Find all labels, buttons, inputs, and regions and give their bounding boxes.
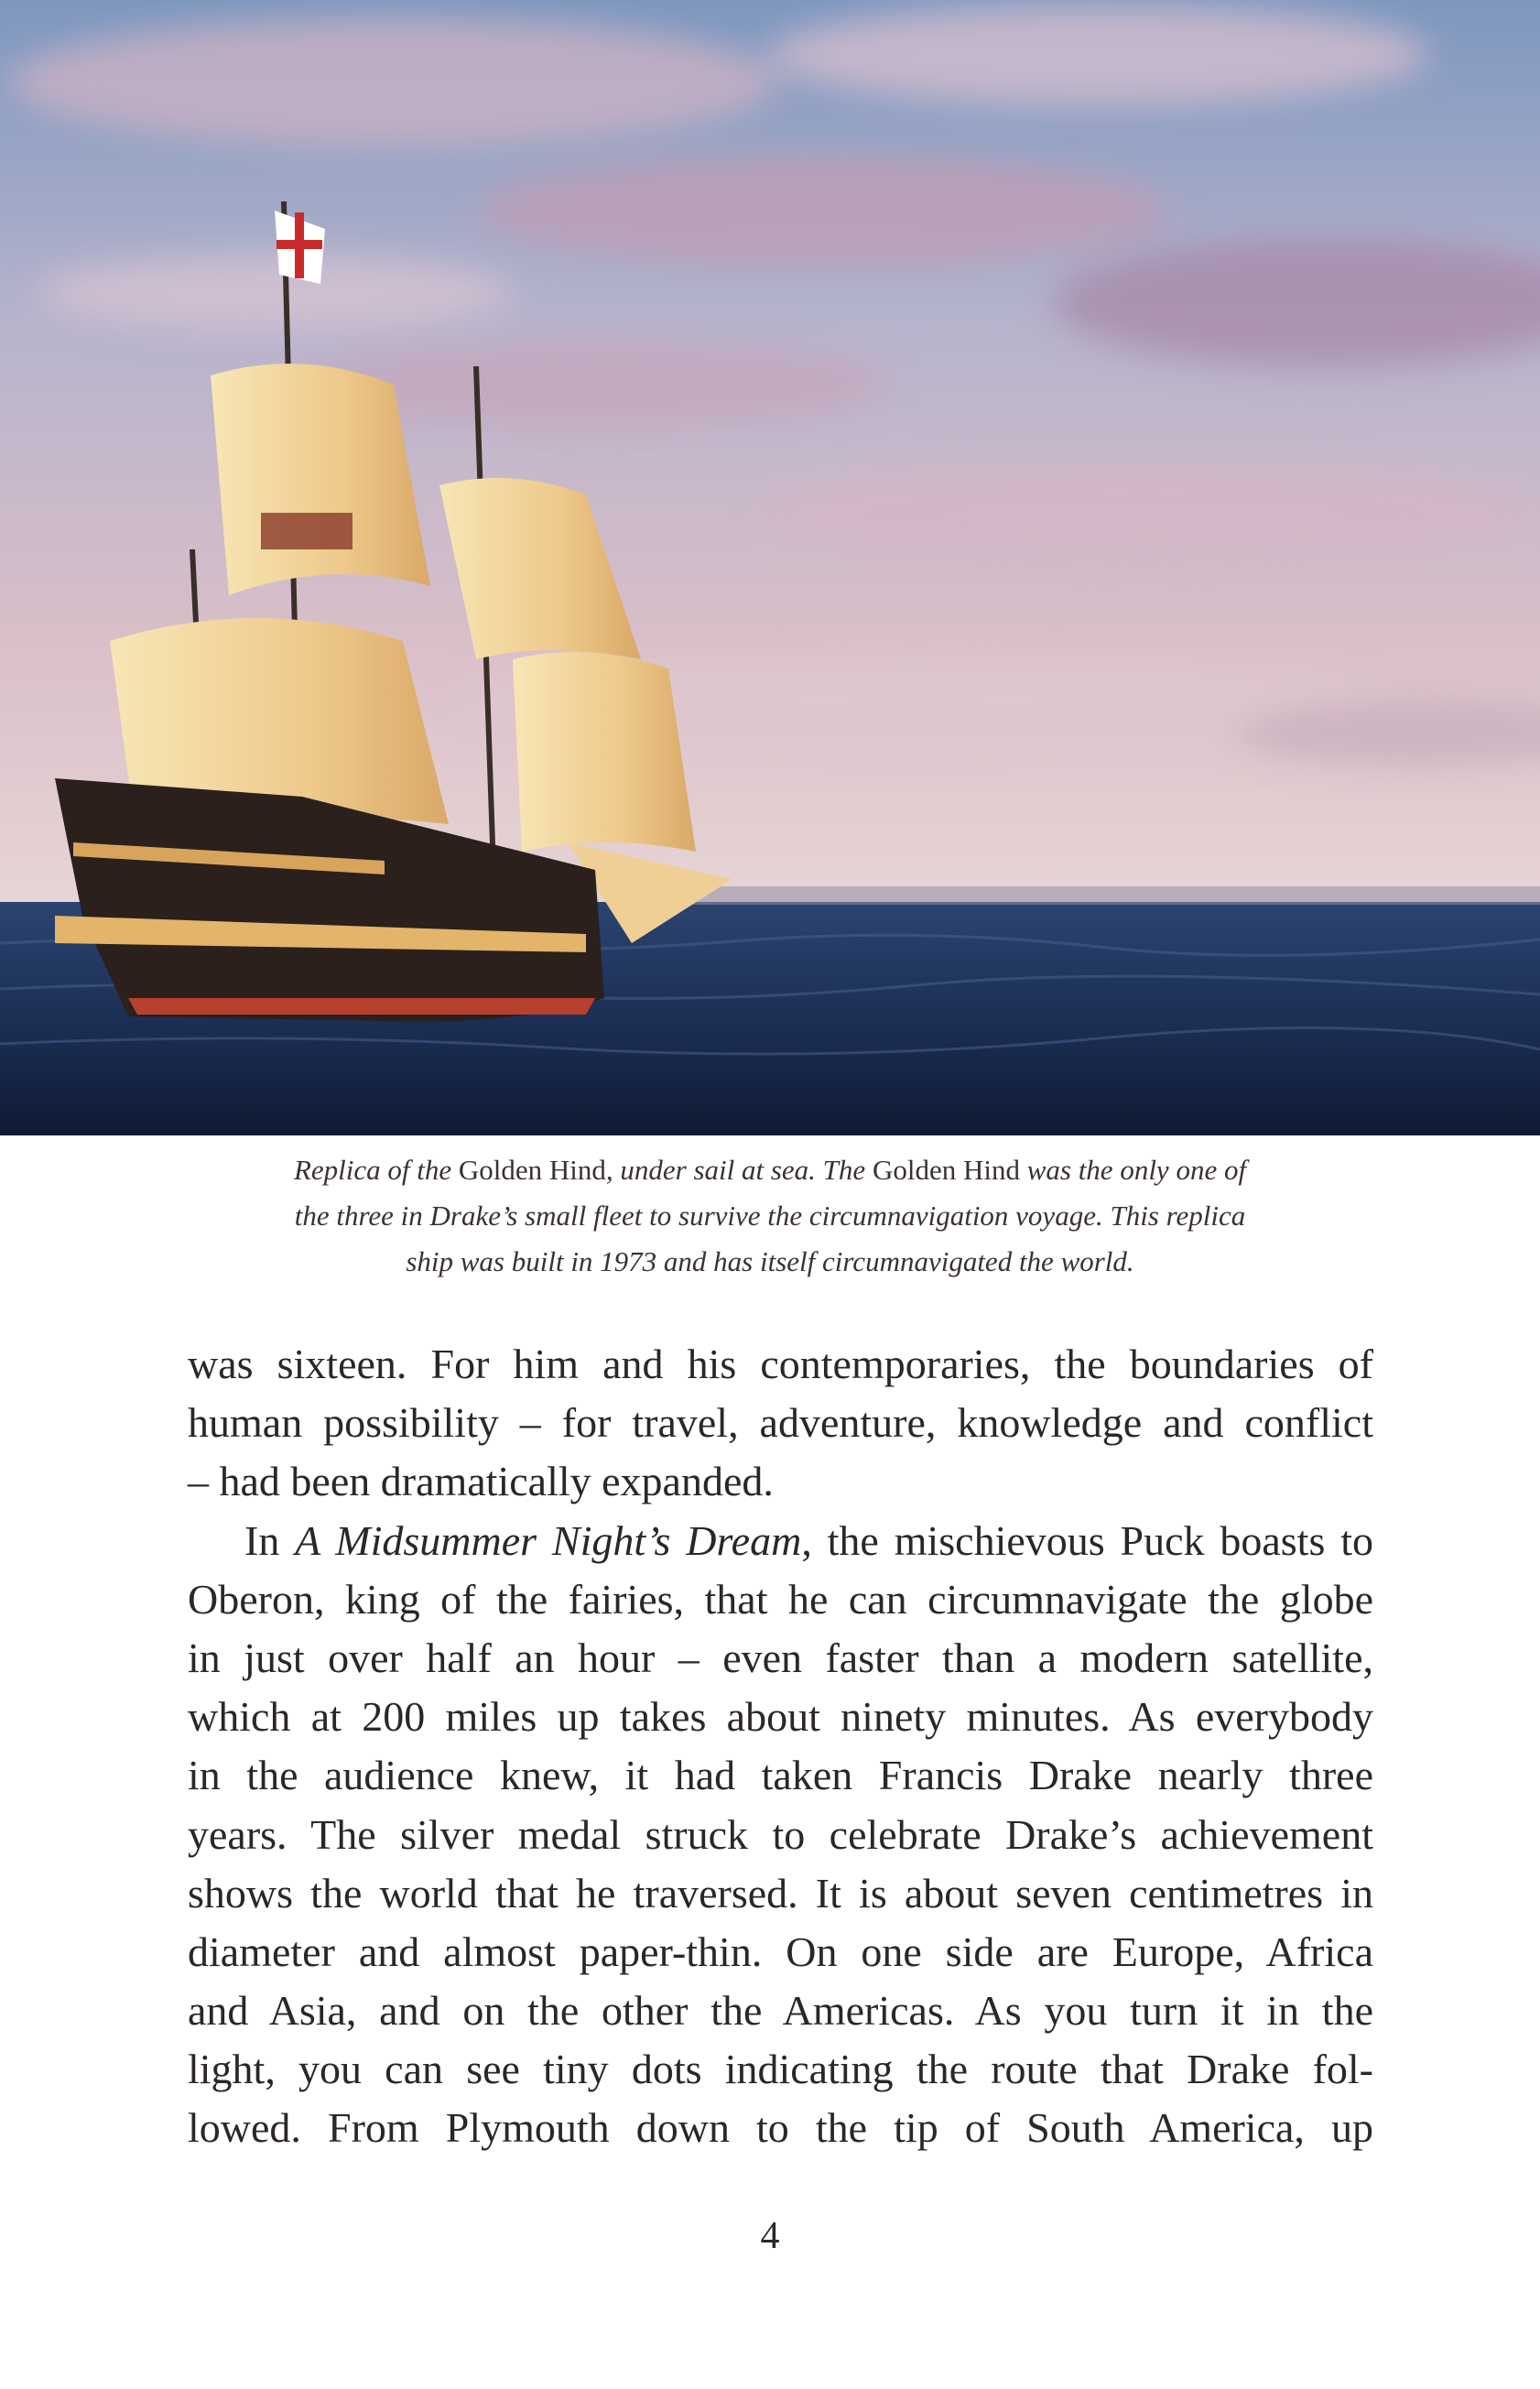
- caption-text: was the only one of: [1019, 1154, 1247, 1186]
- text-line: diameter and almost paper-thin. On one side are Europe, Africa: [188, 1927, 1373, 1975]
- caption-line-3: ship was built in 1973 and has itself circumnavigated the world.: [406, 1245, 1134, 1277]
- photo-caption: [220, 1147, 1320, 1285]
- text-fragment: In: [244, 1516, 296, 1564]
- text-line: – had been dramatically expanded.: [188, 1458, 774, 1505]
- text-line: lowed. From Plymouth down to the tip of South America, up: [188, 2104, 1373, 2152]
- text-line: years. The silver medal struck to celebrate Drake’s achievement: [188, 1810, 1373, 1858]
- play-title: A Midsummer Night’s Dream: [295, 1516, 802, 1564]
- text-line: light, you can see tiny dots indicating the route that Drake fol-: [188, 2046, 1373, 2093]
- caption-line-2: the three in Drake’s small fleet to survive the circumnavigation voyage. This replica: [294, 1200, 1246, 1232]
- text-line: [188, 1512, 1373, 1570]
- caption-text: , under sail at sea. The: [605, 1154, 873, 1186]
- text-fragment: , the mischievous Puck boasts to: [801, 1516, 1373, 1564]
- text-line: Oberon, king of the fairies, that he can circumnavigate the globe: [188, 1575, 1373, 1623]
- ship-name: Golden Hind: [458, 1154, 606, 1186]
- text-line: was sixteen. For him and his contemporaries, the boundaries of: [188, 1341, 1373, 1387]
- page-number: 4: [760, 2215, 780, 2257]
- text-line: shows the world that he traversed. It is about seven centimetres in: [188, 1869, 1373, 1917]
- ship-name: Golden Hind: [872, 1154, 1020, 1186]
- text-line: which at 200 miles up takes about ninety minutes. As everybody: [188, 1693, 1373, 1741]
- text-line: in the audience knew, it had taken Francis Drake nearly three: [188, 1752, 1373, 1799]
- caption-line-1: [220, 1147, 1320, 1193]
- text-line: in just over half an hour – even faster than a modern satellite,: [188, 1634, 1373, 1681]
- body-text: [188, 1335, 1373, 2158]
- caption-text: Replica of the: [293, 1154, 459, 1186]
- ship-photograph: [0, 0, 1540, 1135]
- text-line: human possibility – for travel, adventure, knowledge and conflict: [188, 1399, 1373, 1447]
- text-line: and Asia, and on the other the Americas. As you turn it in the: [188, 1987, 1373, 2035]
